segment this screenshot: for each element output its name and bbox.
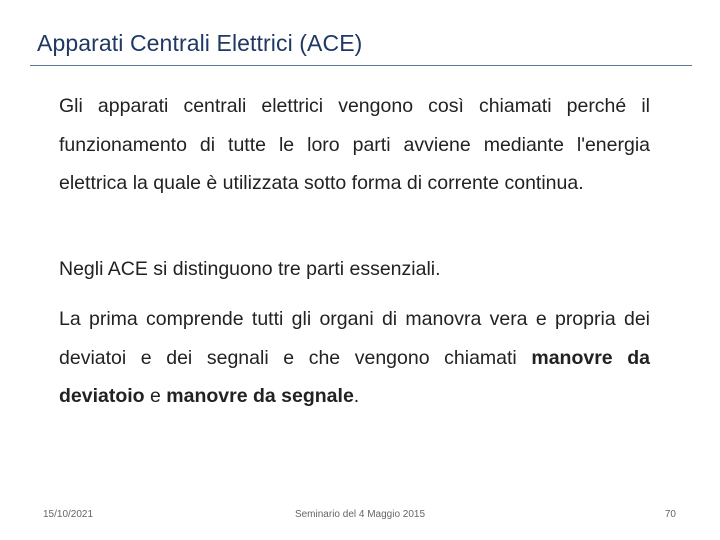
paragraph-3-text-mid: e bbox=[144, 385, 167, 407]
paragraph-3-text-end: . bbox=[353, 385, 360, 407]
slide-title: Apparati Centrali Elettrici (ACE) bbox=[37, 30, 363, 56]
footer-page-number: 70 bbox=[664, 509, 676, 520]
paragraph-3-bold-deviatoio: manovre da deviatoio bbox=[59, 346, 650, 407]
paragraph-3 bbox=[59, 300, 650, 416]
paragraph-2: Negli ACE si distinguono tre parti essenziali. bbox=[59, 258, 441, 280]
footer-center-text: Seminario del 4 Maggio 2015 bbox=[294, 509, 426, 520]
paragraph-1: Gli apparati centrali elettrici vengono così chiamati perché il funzionamento di tutte le loro parti avviene mediante l'energia elettrica la quale è utilizzata sotto forma di corrente continua. bbox=[59, 95, 650, 194]
footer-date: 15/10/2021 bbox=[43, 509, 94, 520]
paragraph-3-text-start: La prima comprende tutti gli organi di manovra vera e propria dei deviatoi e dei segnali e che vengono chiamati bbox=[59, 308, 650, 369]
paragraph-3-bold-segnale: manovre da segnale bbox=[166, 385, 354, 407]
title-rule bbox=[30, 65, 692, 66]
